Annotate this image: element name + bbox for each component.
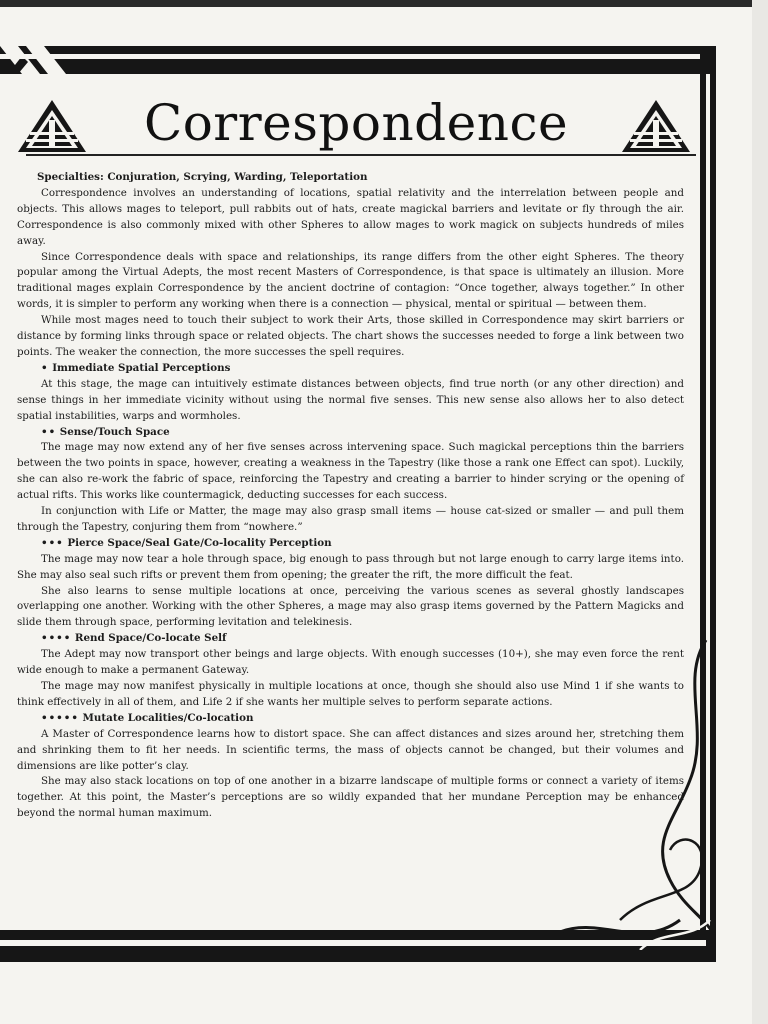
level-paragraph: The mage may now tear a hole through space, big enough to pass through but not large enough to carry large items into. She may also seal such rifts or prevent them from opening; the greater the rift, the more difficult the feat. [17,552,684,581]
level-paragraph: The mage may now manifest physically in multiple locations at once, though she should also use Mind 1 if she wants to think effectively in all of them, and Life 2 if she wants her multiple selves to perform separate actions. [17,680,684,708]
page-title: Correspondence [143,94,569,152]
level-name: Sense/Touch Space [59,425,170,438]
level-heading [17,361,684,377]
level-heading [17,536,684,552]
level-dots: ••• [41,536,64,549]
triangle-emblem-icon [16,98,88,154]
triangle-emblem-icon [620,98,692,154]
article-body [17,170,684,822]
level-dots: •••• [41,632,72,645]
level-paragraph: A Master of Correspondence learns how to distort space. She can affect distances and sizes around her, stretching them and shrinking them to fit her needs. In scientific terms, the mass of objects cannot be changed, but their volumes and dimensions are like potter’s clay. [17,727,684,772]
level-name: Pierce Space/Seal Gate/Co-locality Perception [67,536,332,549]
level-dots: ••••• [41,711,79,724]
level-paragraph: At this stage, the mage can intuitively estimate distances between objects, find true north (or any other direction) and sense things in her immediate vicinity without using the normal five senses. This new sense also allows her to also detect spatial instabilities, warps and wormholes. [17,377,684,422]
level-paragraph: She also learns to sense multiple locations at once, perceiving the various scenes as several ghostly landscapes overlapping one another. Working with the other Spheres, a mage may also grasp items governed by the Pattern Magicks and slide them through space, performing levitation and telekinesis. [17,584,684,629]
scan-edge-right [752,0,768,1024]
level-heading [17,711,684,727]
intro-paragraph: While most mages need to touch their subject to work their Arts, those skilled in Correspondence may skirt barriers or distance by forming links through space or related objects. The chart shows the successes needed to forge a link between two points. The weaker the connection, the more successes the spell requires. [17,314,684,358]
level-paragraph: The Adept may now transport other beings and large objects. With enough successes (10+), she may even force the rent wide enough to make a permanent Gateway. [17,648,684,677]
level-dots: • [41,361,49,374]
level-paragraph: The mage may now extend any of her five senses across intervening space. Such magickal perceptions thin the barriers between the two points in space, however, creating a weakness in the Tapestry (like those a rank one Effect can spot). Luckily, she can also re-work the fabric of space, reinforcing the Tapestry and creating a barrier to hinder scrying or the opening of actual rifts. This works like countermagick, deducting successes for each success. [17,441,684,502]
level-paragraph: She may also stack locations on top of one another in a bizarre landscape of multiple forms or connect a variety of items together. At this point, the Master’s perceptions are so wildly expanded that her mundane Perception may be enhanced beyond the normal human maximum. [17,775,684,820]
level-dots: •• [41,425,57,438]
title-underline [26,154,696,156]
specialties-line: Specialties: Conjuration, Scrying, Warding, Teleportation [37,171,368,183]
level-heading [17,425,684,441]
level-name: Immediate Spatial Perceptions [52,361,231,374]
level-paragraph: In conjunction with Life or Matter, the mage may also grasp small items — house cat-sized or smaller — and pull them through the Tapestry, conjuring them from “nowhere.” [17,505,684,533]
level-heading [17,631,684,647]
intro-paragraph: Correspondence involves an understanding of locations, spatial relativity and the interrelation between people and objects. This allows mages to teleport, pull rabbits out of hats, create magickal barriers and levitate or fly through the air. Correspondence is also commonly mixed with other Spheres to allow mages to work magick on subjects hundreds of miles away. [17,186,684,247]
scan-edge-top [0,0,752,7]
title-banner [16,92,696,164]
level-name: Mutate Localities/Co-location [82,711,254,724]
frame-corner-ornament [0,46,200,74]
level-name: Rend Space/Co-locate Self [74,632,227,645]
intro-paragraph: Since Correspondence deals with space and relationships, its range differs from the other eight Spheres. The theory popular among the Virtual Adepts, the most recent Masters of Correspondence, is that space is ultimately an illusion. More traditional mages explain Correspondence by the ancient doctrine of contagion: “Once together, always together.” In other words, it is simpler to perform any working when there is a connection — physical, mental or spiritual — between them. [17,250,684,311]
